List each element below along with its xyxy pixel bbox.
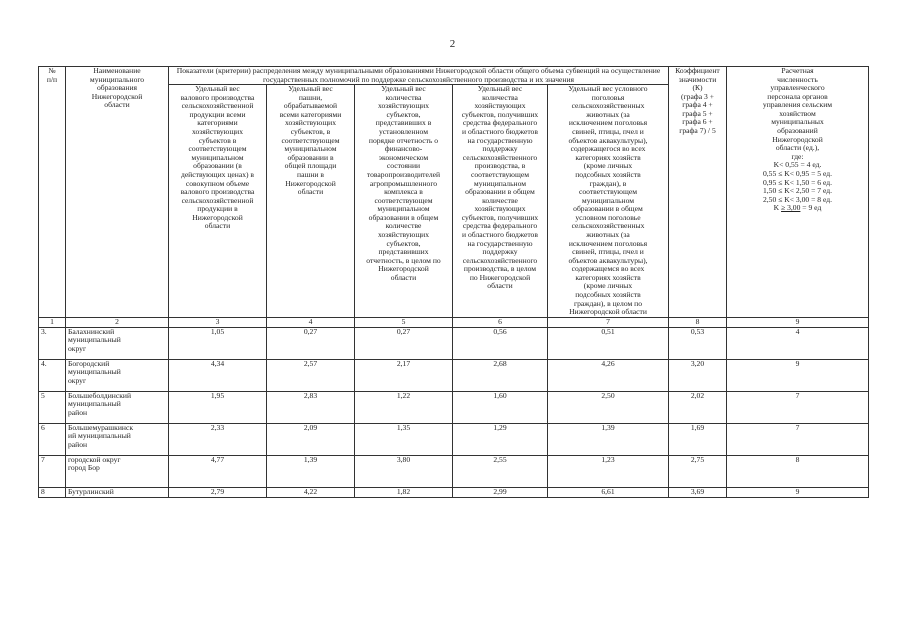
livestock-value: 6,61	[548, 487, 669, 497]
arable-land-value: 1,39	[267, 455, 355, 487]
gross-production-value: 4,77	[169, 455, 267, 487]
header-reporting-entities-share: Удельный вес количества хозяйствующих субъектов, представивших в установленном порядке отчетность о финансово- экономическом состоянии товаропроизводителей агропромышленного комплекса в соответствующем муниципальном образовании в общем количестве хозяйствующих субъектов, представивших отчетность, в целом по Нижегородской области	[355, 85, 453, 318]
distribution-table	[38, 66, 869, 498]
coefficient-value: 2,75	[669, 455, 727, 487]
staff-rule: 0,95 ≤ K< 1,50 = 6 ед.	[762, 177, 832, 187]
supported-entities-value: 1,29	[453, 423, 548, 455]
table-row	[39, 327, 869, 359]
livestock-value: 1,39	[548, 423, 669, 455]
row-number: 4.	[39, 359, 66, 391]
reporting-entities-value: 2,17	[355, 359, 453, 391]
arable-land-value: 4,22	[267, 487, 355, 497]
supported-entities-value: 2,99	[453, 487, 548, 497]
coefficient-value: 3,20	[669, 359, 727, 391]
staff-count-value: 7	[727, 391, 869, 423]
table-row	[39, 391, 869, 423]
reporting-entities-value: 0,27	[355, 327, 453, 359]
row-number: 5	[39, 391, 66, 423]
row-number: 6	[39, 423, 66, 455]
header-livestock-share: Удельный вес условного поголовья сельскохозяйственных животных (за исключением поголовья свиней, птицы, пчел и объектов аквакультуры), содержащегося во всех категориях хозяйств (кроме личных подсобных хозяйств граждан), в соответствующем муниципальном образовании в общем условном поголовье сельскохозяйственных животных (за исключением поголовья свиней, птицы, пчел и объектов аквакультуры), содержащемся во всех категориях хозяйств (кроме личных подсобных хозяйств граждан), в целом по Нижегородской области	[548, 85, 669, 318]
header-municipality-name: Наименование муниципального образования Нижегородской области	[66, 67, 169, 318]
coefficient-value: 3,69	[669, 487, 727, 497]
reporting-entities-value: 1,35	[355, 423, 453, 455]
municipality-name: Большемурашкинск ий муниципальный район	[66, 423, 169, 455]
header-arable-land-share: Удельный вес пашни, обрабатываемой всеми категориями хозяйствующих субъектов, в соответствующем муниципальном образовании в общей площади пашни в Нижегородской области	[267, 85, 355, 318]
column-number: 2	[66, 317, 169, 327]
staff-rule: K< 0,55 = 4 ед.	[773, 160, 822, 170]
reporting-entities-value: 3,80	[355, 455, 453, 487]
staff-count-value: 9	[727, 359, 869, 391]
municipality-name: Бутурлинский	[66, 487, 169, 497]
gross-production-value: 1,05	[169, 327, 267, 359]
staff-rule-last-suffix: = 9 ед	[800, 203, 822, 213]
row-number: 7	[39, 455, 66, 487]
header-number: № п/п	[39, 67, 66, 318]
staff-rule-last-threshold: ≥ 3,00	[781, 203, 801, 213]
livestock-value: 1,23	[548, 455, 669, 487]
coefficient-value: 0,53	[669, 327, 727, 359]
column-number: 8	[669, 317, 727, 327]
gross-production-value: 4,34	[169, 359, 267, 391]
column-number: 4	[267, 317, 355, 327]
table-row	[39, 359, 869, 391]
reporting-entities-value: 1,82	[355, 487, 453, 497]
gross-production-value: 2,33	[169, 423, 267, 455]
arable-land-value: 2,83	[267, 391, 355, 423]
staff-count-value: 4	[727, 327, 869, 359]
column-number: 3	[169, 317, 267, 327]
header-gross-production-share: Удельный вес валового производства сельскохозяйственной продукции всеми категориями хозяйствующих субъектов в соответствующем муниципальном образовании (в действующих ценах) в совокупном объеме валового производства сельскохозяйственной продукции в Нижегородской области	[169, 85, 267, 318]
column-numbers-row	[39, 317, 869, 327]
staff-count-value: 7	[727, 423, 869, 455]
table-row	[39, 423, 869, 455]
arable-land-value: 2,09	[267, 423, 355, 455]
page-number: 2	[449, 38, 456, 50]
coefficient-value: 2,02	[669, 391, 727, 423]
header-coefficient: Коэффициент значимости (К) (графа 3 + графа 4 + графа 5 + графа 6 + графа 7) / 5	[669, 67, 727, 318]
header-criteria-group: Показатели (критерии) распределения между муниципальными образованиями Нижегородской области общего объема субвенций на осуществление государственных полномочий по поддержке сельскохозяйственного производства и их значения	[169, 67, 669, 85]
livestock-value: 4,26	[548, 359, 669, 391]
municipality-name: Большеболдинский муниципальный район	[66, 391, 169, 423]
municipality-name: Балахнинский муниципальный округ	[66, 327, 169, 359]
livestock-value: 2,50	[548, 391, 669, 423]
municipality-name: городской округ город Бор	[66, 455, 169, 487]
column-number: 1	[39, 317, 66, 327]
table-row	[39, 487, 869, 497]
header-supported-entities-share: Удельный вес количества хозяйствующих субъектов, получивших средства федерального и областного бюджетов на государственную поддержку сельскохозяйственного производства, в соответствующем муниципальном образовании в общем количестве хозяйствующих субъектов, получивших средства федерального и областного бюджетов на государственную поддержку сельскохозяйственного производства, в целом по Нижегородской области	[453, 85, 548, 318]
supported-entities-value: 0,56	[453, 327, 548, 359]
reporting-entities-value: 1,22	[355, 391, 453, 423]
column-number: 9	[727, 317, 869, 327]
staff-count-value: 9	[727, 487, 869, 497]
column-number: 7	[548, 317, 669, 327]
supported-entities-value: 1,60	[453, 391, 548, 423]
staff-count-intro: Расчетная численность управленческого персонала органов управления сельским хозяйством муниципальных образований Нижегородской области (ед.), где:	[762, 66, 833, 161]
staff-rule: 1,50 ≤ K< 2,50 = 7 ед.	[762, 186, 832, 196]
table-row	[39, 455, 869, 487]
row-number: 8	[39, 487, 66, 497]
gross-production-value: 2,79	[169, 487, 267, 497]
supported-entities-value: 2,68	[453, 359, 548, 391]
column-number: 6	[453, 317, 548, 327]
coefficient-value: 1,69	[669, 423, 727, 455]
staff-rule: 2,50 ≤ K< 3,00 = 8 ед.	[762, 194, 832, 204]
column-number: 5	[355, 317, 453, 327]
staff-count-value: 8	[727, 455, 869, 487]
arable-land-value: 0,27	[267, 327, 355, 359]
gross-production-value: 1,95	[169, 391, 267, 423]
municipality-name: Богородский муниципальный округ	[66, 359, 169, 391]
supported-entities-value: 2,55	[453, 455, 548, 487]
staff-rule-last-prefix: K	[773, 203, 782, 213]
staff-rule-last	[729, 204, 866, 213]
arable-land-value: 2,57	[267, 359, 355, 391]
livestock-value: 0,51	[548, 327, 669, 359]
header-staff-count	[727, 67, 869, 318]
staff-rule: 0,55 ≤ K< 0,95 = 5 ед.	[762, 168, 832, 178]
row-number: 3.	[39, 327, 66, 359]
header-row-1	[39, 67, 869, 85]
